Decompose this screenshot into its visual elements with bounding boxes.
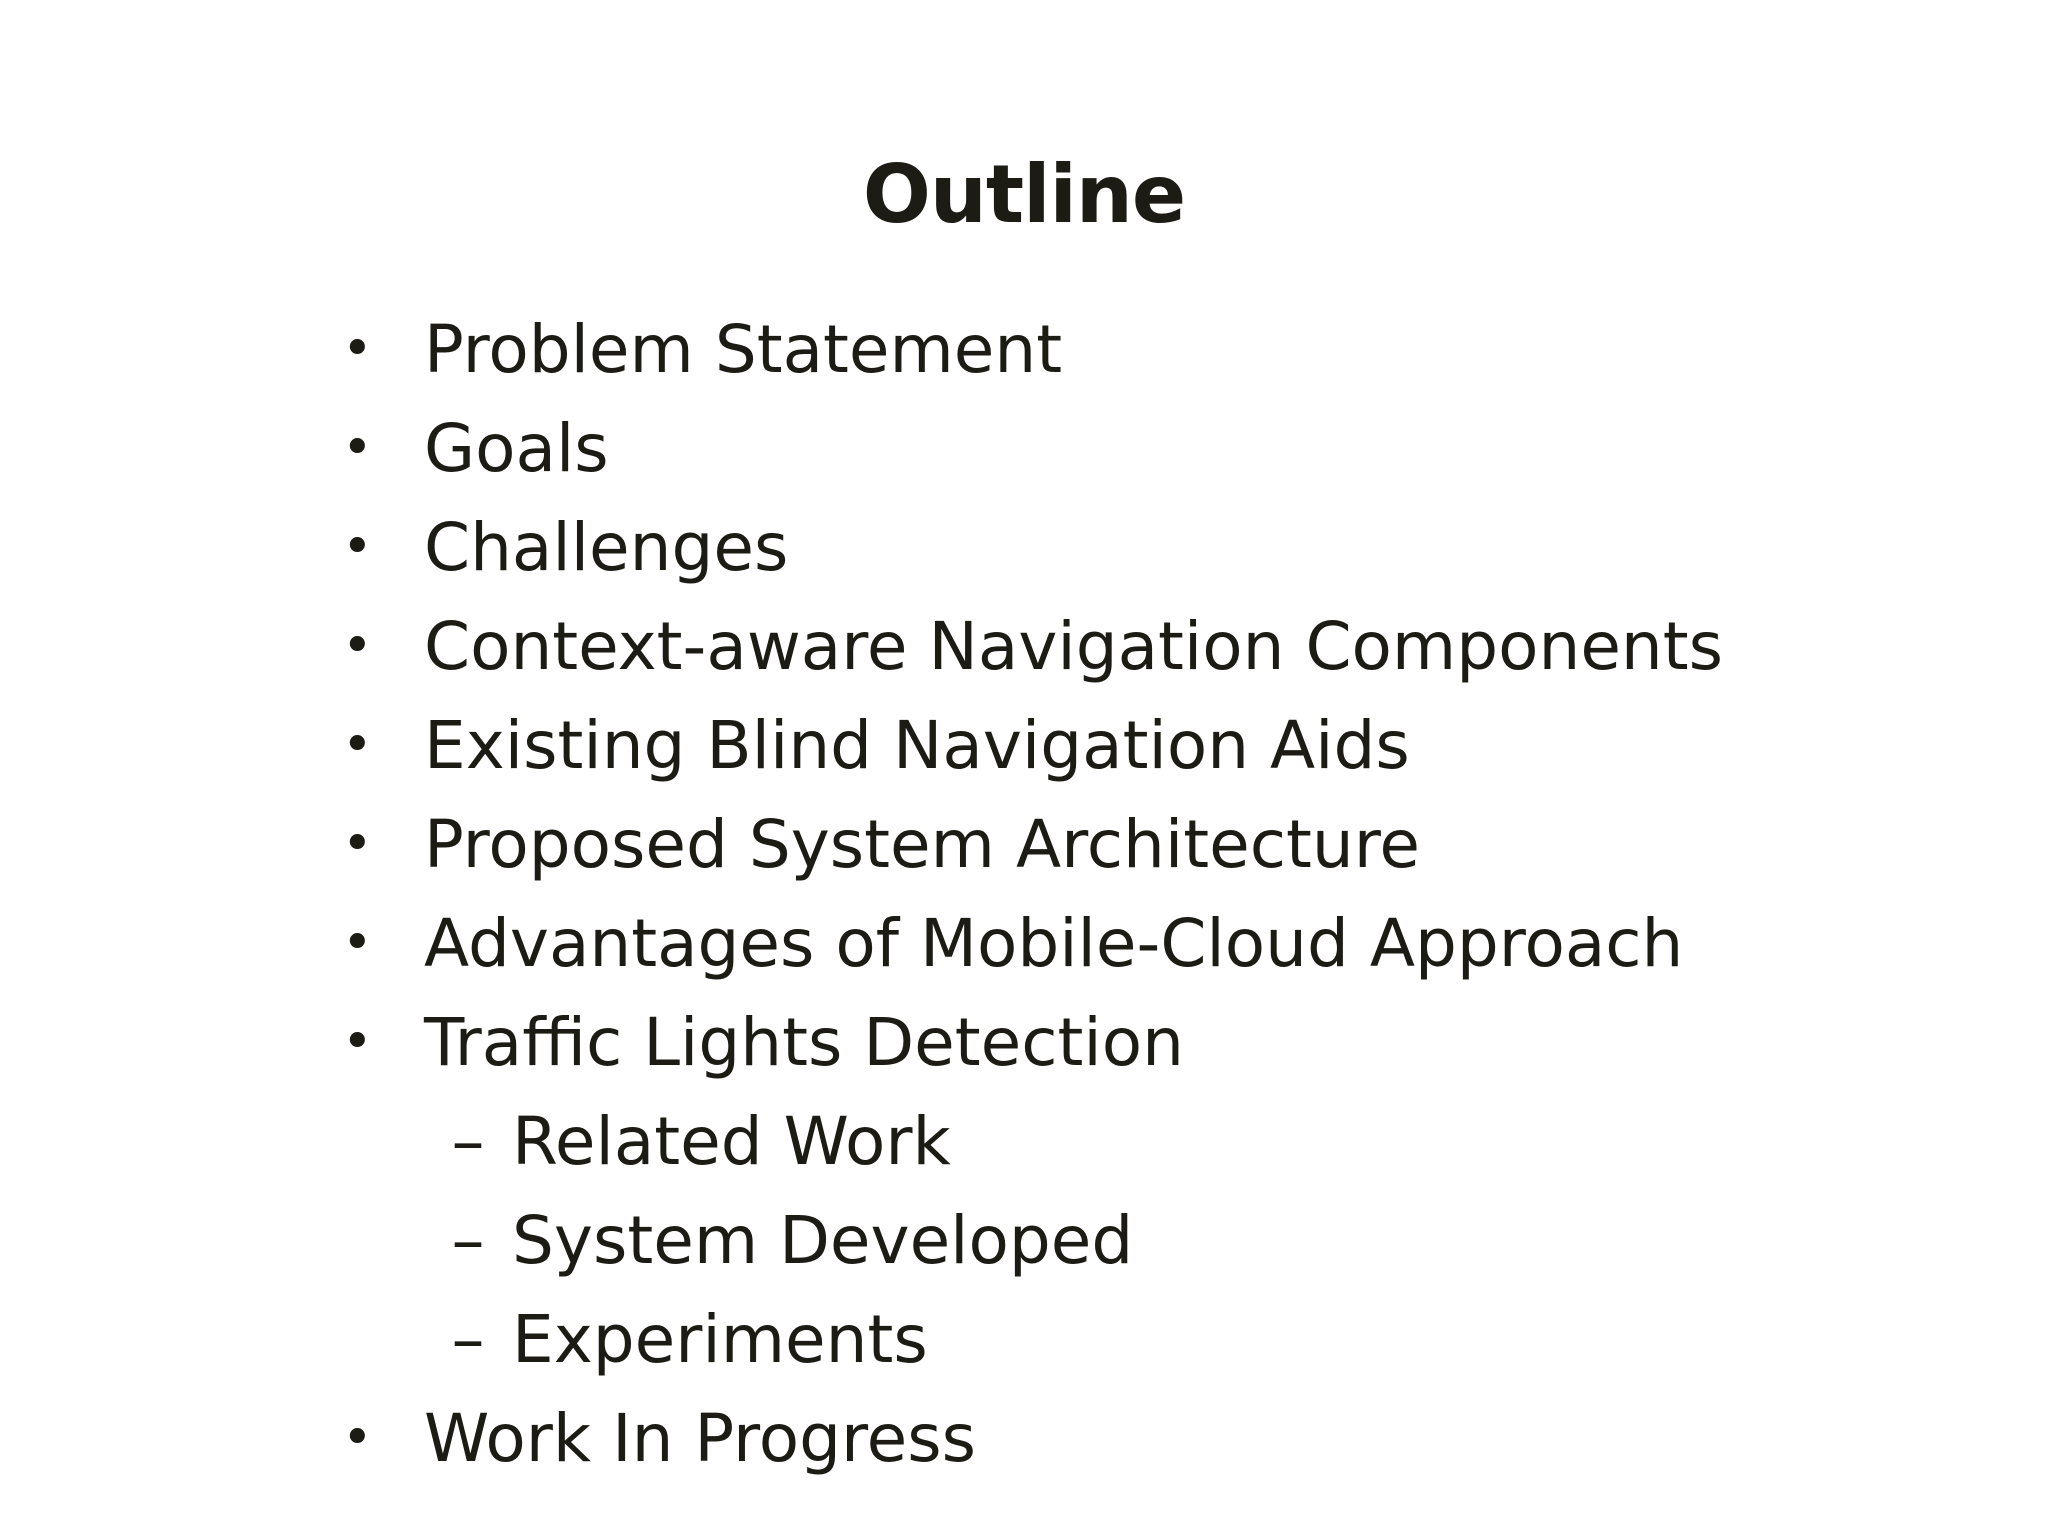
outline-list xyxy=(0,300,2048,1488)
dash-icon: – xyxy=(451,1202,485,1279)
outline-item-label: Proposed System Architecture xyxy=(424,806,1420,883)
bullet-icon: • xyxy=(342,913,373,973)
dash-icon: – xyxy=(451,1103,485,1180)
bullet-icon: • xyxy=(342,616,373,676)
bullet-icon: • xyxy=(342,1408,373,1468)
outline-item-label: Advantages of Mobile-Cloud Approach xyxy=(424,905,1684,982)
outline-item-work-in-progress xyxy=(0,1389,2048,1488)
outline-item-label: Context-aware Navigation Components xyxy=(424,608,1724,685)
bullet-icon: • xyxy=(342,715,373,775)
bullet-icon: • xyxy=(342,418,373,478)
outline-item-context-aware-navigation-components xyxy=(0,597,2048,696)
outline-subitem-related-work xyxy=(0,1092,2048,1191)
bullet-icon: • xyxy=(342,814,373,874)
outline-item-advantages-of-mobile-cloud-approach xyxy=(0,894,2048,993)
dash-icon: – xyxy=(451,1301,485,1378)
outline-item-label: Traffic Lights Detection xyxy=(424,1004,1184,1081)
outline-subitem-label: Experiments xyxy=(512,1301,928,1378)
outline-item-label: Existing Blind Navigation Aids xyxy=(424,707,1410,784)
outline-item-label: Work In Progress xyxy=(424,1400,977,1477)
outline-subitem-label: System Developed xyxy=(512,1202,1134,1279)
outline-item-traffic-lights-detection xyxy=(0,993,2048,1092)
bullet-icon: • xyxy=(342,1012,373,1072)
outline-item-label: Goals xyxy=(424,410,609,487)
outline-item-label: Problem Statement xyxy=(424,311,1063,388)
outline-subitem-system-developed xyxy=(0,1191,2048,1290)
slide-title: Outline xyxy=(862,148,1186,241)
bullet-icon: • xyxy=(342,319,373,379)
outline-item-existing-blind-navigation-aids xyxy=(0,696,2048,795)
outline-subitem-label: Related Work xyxy=(512,1103,951,1180)
outline-item-goals xyxy=(0,399,2048,498)
outline-item-proposed-system-architecture xyxy=(0,795,2048,894)
bullet-icon: • xyxy=(342,517,373,577)
outline-item-problem-statement xyxy=(0,300,2048,399)
outline-subitem-experiments xyxy=(0,1290,2048,1389)
outline-item-label: Challenges xyxy=(424,509,789,586)
outline-item-challenges xyxy=(0,498,2048,597)
